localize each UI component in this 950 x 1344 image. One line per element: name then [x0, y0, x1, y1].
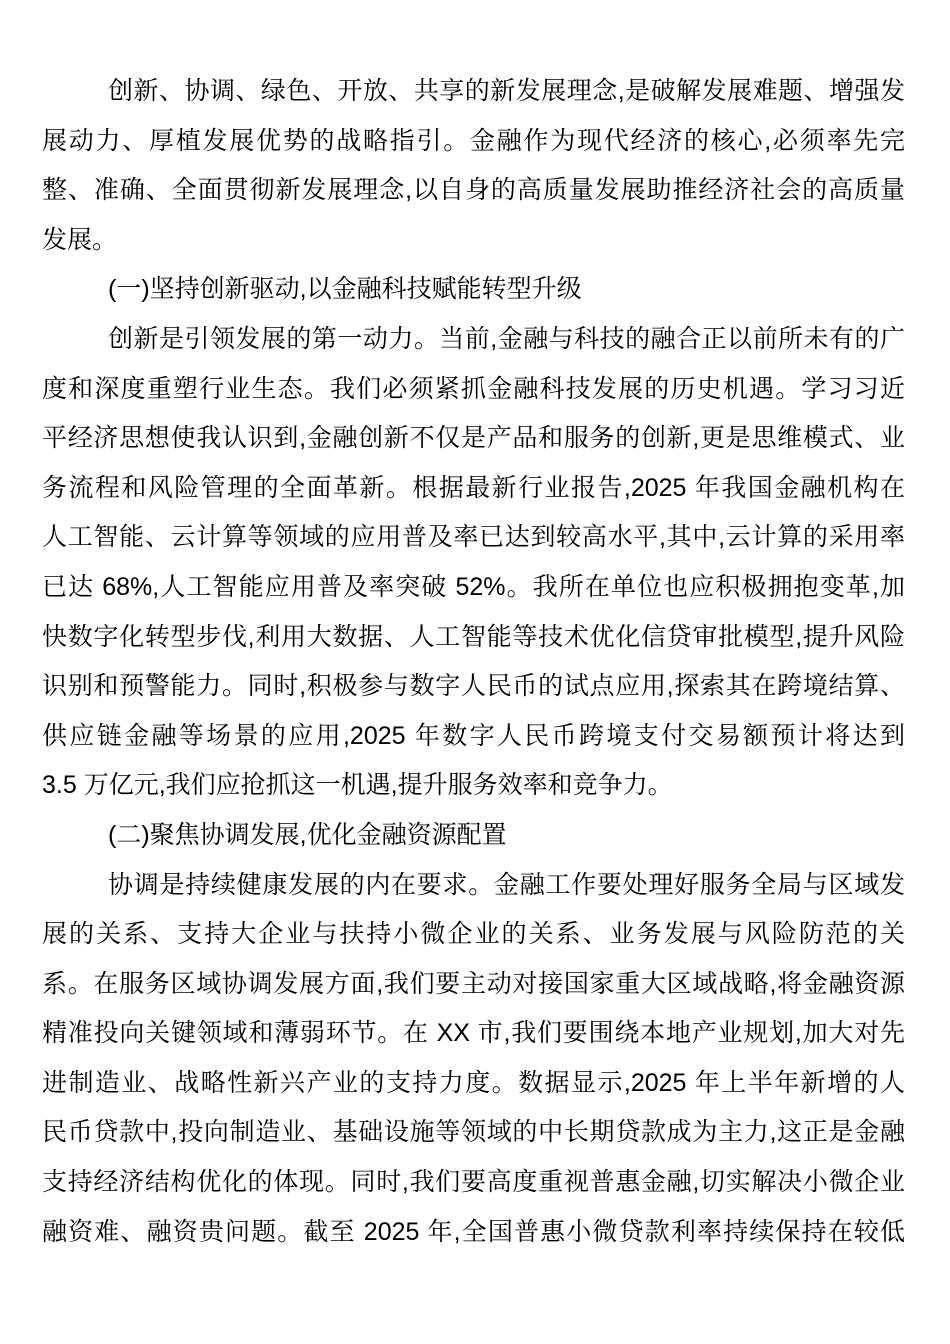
heading-line: (二)聚焦协调发展,优化金融资源配置 [108, 820, 507, 849]
text-line: 快数字化转型步伐,利用大数据、人工智能等技术优化信贷审批模型,提升风险 [42, 622, 905, 651]
text-line: 创新是引领发展的第一动力。当前,金融与科技的融合正以前所未有的广 [108, 324, 905, 353]
text-line: 供应链金融等场景的应用,2025 年数字人民币跨境支付交易额预计将达到 [42, 721, 905, 750]
text-line: 度和深度重塑行业生态。我们必须紧抓金融科技发展的历史机遇。学习习近 [42, 374, 905, 403]
text-line: 展动力、厚植发展优势的战略指引。金融作为现代经济的核心,必须率先完 [42, 126, 905, 155]
text-line: 展的关系、支持大企业与扶持小微企业的关系、业务发展与风险防范的关 [42, 920, 905, 949]
text-line: 进制造业、战略性新兴产业的支持力度。数据显示,2025 年上半年新增的人 [42, 1068, 905, 1097]
text-line: 精准投向关键领域和薄弱环节。在 XX 市,我们要围绕本地产业规划,加大对先 [42, 1019, 905, 1048]
text-line: 平经济思想使我认识到,金融创新不仅是产品和服务的创新,更是思维模式、业 [42, 424, 905, 453]
heading-line: (一)坚持创新驱动,以金融科技赋能转型升级 [108, 275, 582, 304]
text-line: 务流程和风险管理的全面革新。根据最新行业报告,2025 年我国金融机构在 [42, 473, 905, 502]
text-line: 融资难、融资贵问题。截至 2025 年,全国普惠小微贷款利率持续保持在较低 [42, 1217, 905, 1246]
text-line: 整、准确、全面贯彻新发展理念,以自身的高质量发展助推经济社会的高质量 [42, 176, 905, 205]
text-line: 创新、协调、绿色、开放、共享的新发展理念,是破解发展难题、增强发 [108, 77, 905, 105]
text-line: 民币贷款中,投向制造业、基础设施等领域的中长期贷款成为主力,这正是金融 [42, 1118, 905, 1147]
text-line: 识别和预警能力。同时,积极参与数字人民币的试点应用,探索其在跨境结算、 [42, 672, 905, 701]
text-line: 支持经济结构优化的体现。同时,我们要高度重视普惠金融,切实解决小微企业 [42, 1168, 905, 1197]
text-line: 发展。 [42, 225, 118, 254]
text-line: 3.5 万亿元,我们应抢抓这一机遇,提升服务效率和竞争力。 [42, 771, 673, 800]
document-body [42, 67, 905, 1257]
text-line: 系。在服务区域协调发展方面,我们要主动对接国家重大区域战略,将金融资源 [42, 969, 905, 998]
text-line: 人工智能、云计算等领域的应用普及率已达到较高水平,其中,云计算的采用率 [42, 523, 905, 552]
text-line: 协调是持续健康发展的内在要求。金融工作要处理好服务全局与区域发 [108, 870, 905, 899]
text-line: 已达 68%,人工智能应用普及率突破 52%。我所在单位也应积极拥抱变革,加 [42, 572, 905, 601]
